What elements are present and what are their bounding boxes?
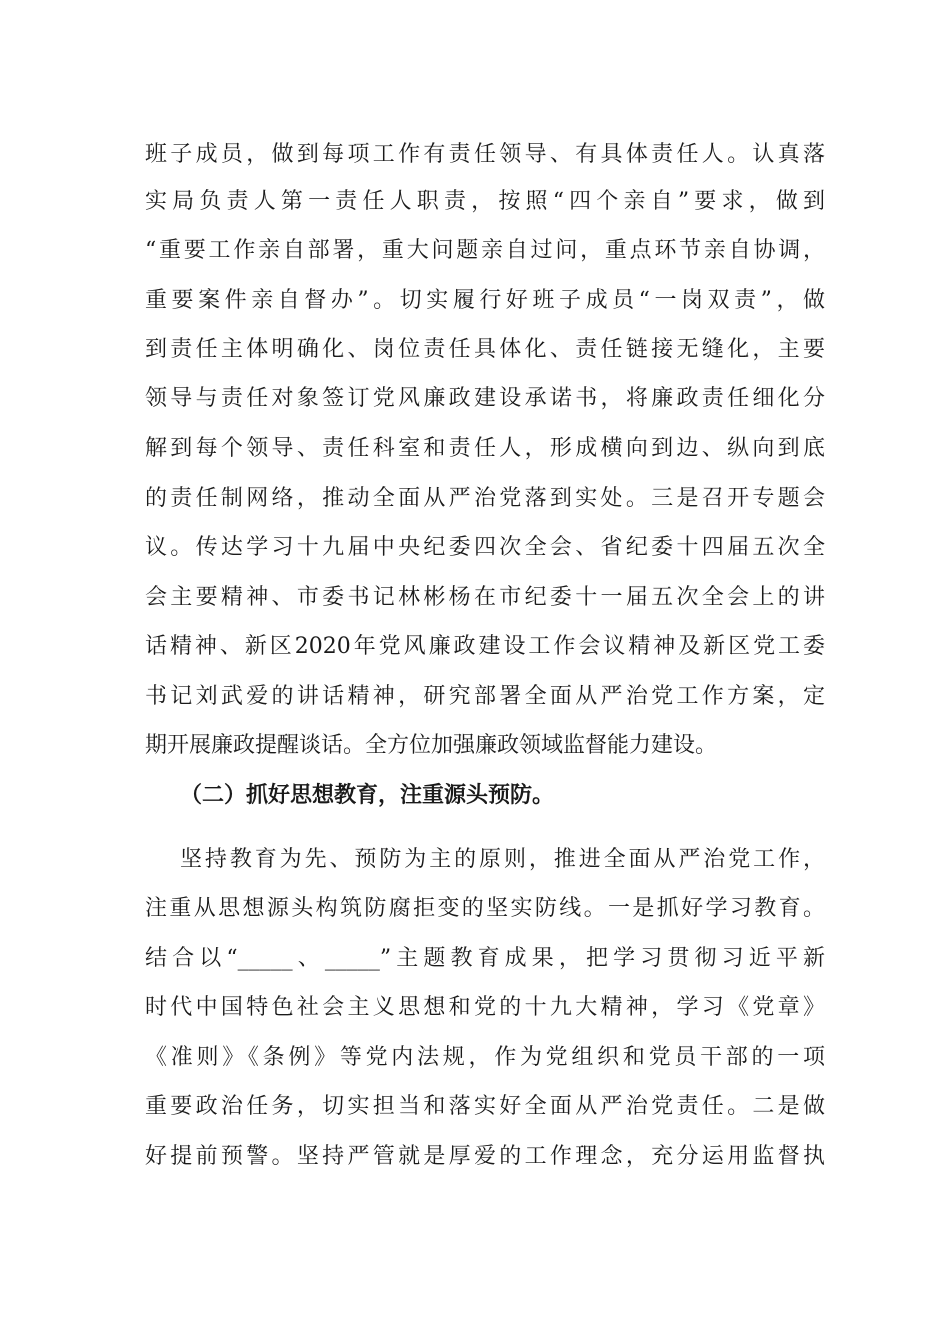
paragraph-1-line-4: 重要案件亲自督办”。切实履行好班子成员“一岗双责”，做 <box>145 288 825 313</box>
paragraph-1-line-10: 会主要精神、市委书记林彬杨在市纪委十一届五次全会上的讲 <box>145 585 825 610</box>
paragraph-2-line-5: 《准则》《条例》等党内法规，作为党组织和党员干部的一项 <box>145 1045 825 1070</box>
paragraph-2-line-7: 好提前预警。坚持严管就是厚爱的工作理念，充分运用监督执 <box>145 1144 825 1169</box>
paragraph-2-line-1: 坚持教育为先、预防为主的原则，推进全面从严治党工作， <box>180 847 825 872</box>
paragraph-2-line-4: 时代中国特色社会主义思想和党的十九大精神，学习《党章》 <box>145 995 825 1020</box>
paragraph-1-line-1: 班子成员，做到每项工作有责任领导、有具体责任人。认真落 <box>145 142 825 167</box>
paragraph-1-line-11: 话精神、新区2020年党风廉政建设工作会议精神及新区党工委 <box>145 634 825 659</box>
paragraph-1-line-3: “重要工作亲自部署，重大问题亲自过问，重点环节亲自协调， <box>145 238 825 263</box>
paragraph-2-line-2: 注重从思想源头构筑防腐拒变的坚实防线。一是抓好学习教育。 <box>145 896 825 921</box>
paragraph-1-line-9: 议。传达学习十九届中央纪委四次全会、省纪委十四届五次全 <box>145 535 825 560</box>
paragraph-1-line-8: 的责任制网络，推动全面从严治党落到实处。三是召开专题会 <box>145 486 825 511</box>
paragraph-2-line-6: 重要政治任务，切实担当和落实好全面从严治党责任。二是做 <box>145 1094 825 1119</box>
paragraph-1-line-12: 书记刘武爱的讲话精神，研究部署全面从严治党工作方案，定 <box>145 684 825 709</box>
paragraph-2-line-3: 结合以“_____、_____”主题教育成果，把学习贯彻习近平新 <box>145 946 825 971</box>
paragraph-1-line-7: 解到每个领导、责任科室和责任人，形成横向到边、纵向到底 <box>145 436 825 461</box>
section-heading: （二）抓好思想教育，注重源头预防。 <box>180 783 555 808</box>
paragraph-1-line-5: 到责任主体明确化、岗位责任具体化、责任链接无缝化，主要 <box>145 337 825 362</box>
paragraph-1-line-13: 期开展廉政提醒谈话。全方位加强廉政领域监督能力建设。 <box>145 733 718 758</box>
paragraph-1-line-2: 实局负责人第一责任人职责，按照“四个亲自”要求，做到 <box>145 189 825 214</box>
paragraph-1-line-6: 领导与责任对象签订党风廉政建设承诺书，将廉政责任细化分 <box>145 386 825 411</box>
